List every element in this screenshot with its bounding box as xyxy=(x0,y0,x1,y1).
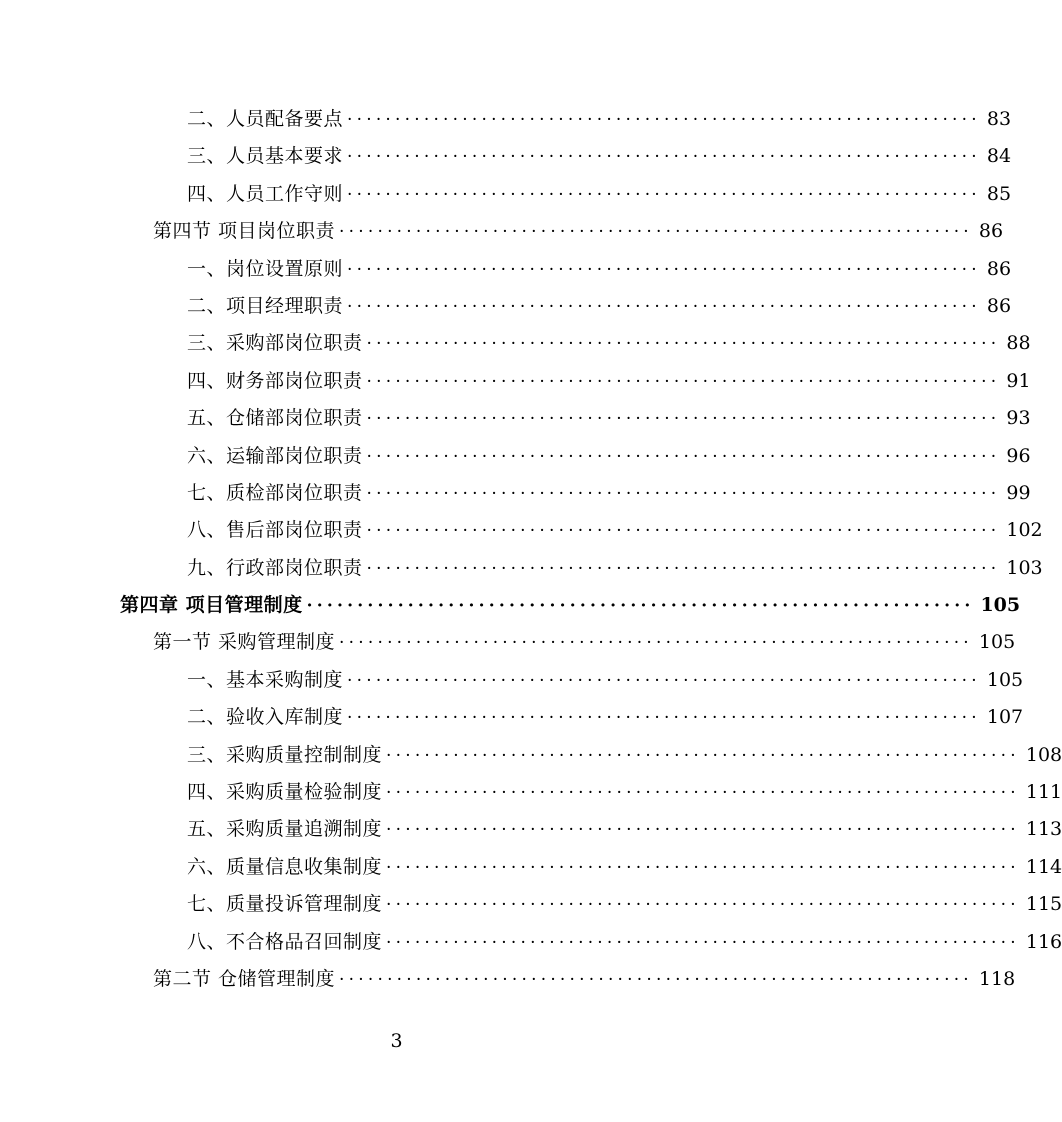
dot-leader: ·································································· xyxy=(386,932,1020,953)
dot-leader: ·································································· xyxy=(339,969,973,990)
dot-leader: ·································································· xyxy=(347,147,981,168)
toc-entry-title: 五、采购质量追溯制度 xyxy=(187,818,383,841)
toc-entry-page: 86 xyxy=(986,257,1012,280)
toc-entry[interactable] xyxy=(0,886,1062,923)
dot-leader: ·································································· xyxy=(339,222,973,243)
table-of-contents xyxy=(0,101,1062,998)
toc-entry-page: 113 xyxy=(1025,818,1062,841)
toc-entry-page: 114 xyxy=(1025,855,1062,878)
toc-entry[interactable] xyxy=(0,251,1012,288)
toc-entry[interactable] xyxy=(0,811,1062,848)
toc-section-title: 第一节 采购管理制度 xyxy=(153,631,336,654)
toc-entry-page: 107 xyxy=(986,706,1024,729)
toc-entry-title: 三、采购质量控制制度 xyxy=(187,743,383,766)
toc-entry[interactable] xyxy=(0,475,1031,512)
toc-entry-page: 85 xyxy=(986,182,1012,205)
toc-entry[interactable] xyxy=(0,363,1031,400)
toc-entry[interactable] xyxy=(0,699,1024,736)
toc-entry-title: 七、质量投诉管理制度 xyxy=(187,893,383,916)
dot-leader: ·································································· xyxy=(386,820,1020,841)
toc-entry[interactable] xyxy=(0,774,1062,811)
toc-entry-title: 八、不合格品召回制度 xyxy=(187,930,383,953)
dot-leader: ·································································· xyxy=(347,670,981,691)
toc-entry[interactable] xyxy=(0,288,1012,325)
toc-section-title: 第四节 项目岗位职责 xyxy=(153,220,336,243)
toc-section[interactable] xyxy=(0,213,1004,250)
toc-entry-title: 二、验收入库制度 xyxy=(187,706,344,729)
toc-entry-title: 三、采购部岗位职责 xyxy=(187,332,363,355)
toc-chapter-page: 105 xyxy=(980,594,1021,617)
toc-entry-title: 七、质检部岗位职责 xyxy=(187,481,363,504)
toc-section[interactable] xyxy=(0,624,1016,661)
toc-entry-page: 102 xyxy=(1006,519,1043,542)
toc-entry-page: 93 xyxy=(1006,407,1031,430)
toc-entry[interactable] xyxy=(0,924,1062,961)
toc-section-title: 第二节 仓储管理制度 xyxy=(153,967,336,990)
dot-leader: ·································································· xyxy=(306,596,975,617)
dot-leader: ·································································· xyxy=(366,409,1001,430)
toc-entry-page: 111 xyxy=(1025,781,1062,804)
toc-entry[interactable] xyxy=(0,101,1012,138)
toc-entry[interactable] xyxy=(0,550,1043,587)
dot-leader: ·································································· xyxy=(386,895,1020,916)
toc-entry[interactable] xyxy=(0,400,1031,437)
dot-leader: ·································································· xyxy=(347,184,981,205)
dot-leader: ·································································· xyxy=(366,521,1001,542)
toc-entry-title: 四、财务部岗位职责 xyxy=(187,369,363,392)
toc-section-page: 105 xyxy=(978,631,1016,654)
toc-entry-page: 86 xyxy=(986,294,1012,317)
toc-entry-page: 96 xyxy=(1006,444,1031,467)
dot-leader: ·································································· xyxy=(366,558,1001,579)
page-number: 3 xyxy=(390,1030,403,1052)
toc-entry[interactable] xyxy=(0,325,1031,362)
toc-entry-title: 四、采购质量检验制度 xyxy=(187,781,383,804)
toc-chapter-title: 第四章 项目管理制度 xyxy=(120,594,303,617)
toc-entry-page: 115 xyxy=(1025,893,1062,916)
toc-entry-page: 105 xyxy=(986,668,1024,691)
toc-entry-title: 二、项目经理职责 xyxy=(187,294,344,317)
dot-leader: ·································································· xyxy=(386,745,1020,766)
toc-entry-page: 88 xyxy=(1006,332,1031,355)
dot-leader: ·································································· xyxy=(347,110,981,130)
toc-entry-page: 84 xyxy=(986,145,1012,168)
toc-entry-title: 四、人员工作守则 xyxy=(187,182,344,205)
toc-entry-page: 108 xyxy=(1025,743,1062,766)
toc-entry-page: 103 xyxy=(1006,556,1043,579)
toc-entry[interactable] xyxy=(0,512,1043,549)
dot-leader: ·································································· xyxy=(347,259,981,280)
toc-section-page: 118 xyxy=(978,967,1016,990)
toc-entry-title: 一、岗位设置原则 xyxy=(187,257,344,280)
toc-entry-page: 99 xyxy=(1006,481,1031,504)
toc-entry-title: 二、人员配备要点 xyxy=(187,108,344,130)
toc-entry[interactable] xyxy=(0,662,1024,699)
dot-leader: ·································································· xyxy=(366,483,1001,504)
dot-leader: ·································································· xyxy=(339,633,973,654)
toc-entry[interactable] xyxy=(0,737,1062,774)
toc-entry-page: 83 xyxy=(986,108,1012,130)
dot-leader: ·································································· xyxy=(347,296,981,317)
toc-entry-title: 五、仓储部岗位职责 xyxy=(187,407,363,430)
toc-section-page: 86 xyxy=(978,220,1004,243)
toc-chapter[interactable] xyxy=(0,587,1021,624)
dot-leader: ·································································· xyxy=(347,708,981,729)
toc-entry-page: 116 xyxy=(1025,930,1062,953)
dot-leader: ·································································· xyxy=(366,446,1001,467)
toc-entry-title: 六、运输部岗位职责 xyxy=(187,444,363,467)
toc-entry[interactable] xyxy=(0,176,1012,213)
toc-entry-title: 九、行政部岗位职责 xyxy=(187,556,363,579)
dot-leader: ·································································· xyxy=(366,334,1001,355)
toc-entry[interactable] xyxy=(0,849,1062,886)
toc-entry-title: 三、人员基本要求 xyxy=(187,145,344,168)
toc-entry-page: 91 xyxy=(1006,369,1031,392)
toc-entry[interactable] xyxy=(0,138,1012,175)
dot-leader: ·································································· xyxy=(386,783,1020,804)
dot-leader: ·································································· xyxy=(366,371,1001,392)
toc-entry-title: 八、售后部岗位职责 xyxy=(187,519,363,542)
dot-leader: ·································································· xyxy=(386,857,1020,878)
toc-entry-title: 六、质量信息收集制度 xyxy=(187,855,383,878)
toc-entry[interactable] xyxy=(0,438,1031,475)
toc-section[interactable] xyxy=(0,961,1016,998)
toc-entry-title: 一、基本采购制度 xyxy=(187,668,344,691)
